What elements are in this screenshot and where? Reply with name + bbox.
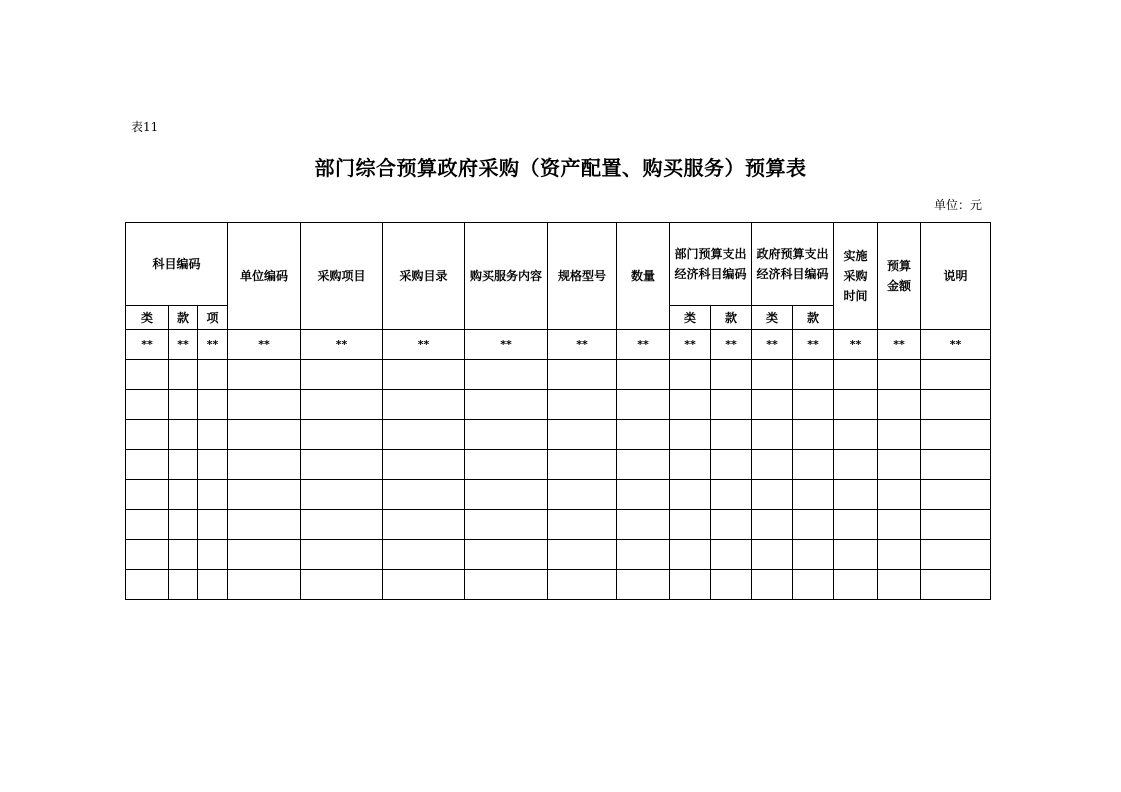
table-cell (670, 570, 711, 600)
table-cell (548, 420, 617, 450)
table-cell (617, 420, 670, 450)
table-cell (711, 510, 752, 540)
table-cell (921, 480, 991, 510)
table-cell (617, 360, 670, 390)
table-cell (548, 540, 617, 570)
table-cell (126, 480, 169, 510)
table-cell (169, 570, 198, 600)
table-cell (670, 510, 711, 540)
table-cell (670, 360, 711, 390)
table-cell (834, 360, 878, 390)
table-cell (198, 450, 228, 480)
table-cell (383, 510, 465, 540)
table-cell (169, 510, 198, 540)
table-cell (126, 570, 169, 600)
table-cell (465, 570, 548, 600)
table-cell (228, 450, 301, 480)
table-cell (752, 390, 793, 420)
table-cell (711, 390, 752, 420)
table-cell: ** (228, 330, 301, 360)
table-cell (711, 570, 752, 600)
table-cell (383, 420, 465, 450)
table-cell (752, 480, 793, 510)
table-cell (126, 420, 169, 450)
table-cell (301, 540, 383, 570)
table-cell (617, 540, 670, 570)
header-spec-model: 规格型号 (548, 223, 617, 330)
table-cell (198, 540, 228, 570)
table-cell: ** (548, 330, 617, 360)
table-cell (548, 480, 617, 510)
table-cell (301, 510, 383, 540)
table-cell (548, 360, 617, 390)
table-cell (921, 570, 991, 600)
table-cell (711, 450, 752, 480)
table-cell (228, 390, 301, 420)
table-cell (878, 360, 921, 390)
table-cell (670, 420, 711, 450)
table-cell (878, 510, 921, 540)
table-cell (198, 480, 228, 510)
table-cell (465, 360, 548, 390)
table-cell (878, 390, 921, 420)
unit-label: 单位：元 (933, 198, 982, 212)
header-gov-kuan: 款 (793, 306, 834, 330)
table-cell (169, 480, 198, 510)
table-cell (617, 480, 670, 510)
budget-table (125, 222, 991, 600)
placeholder-row (126, 330, 991, 360)
table-cell (834, 390, 878, 420)
table-cell: ** (198, 330, 228, 360)
table-cell (793, 450, 834, 480)
table-row (126, 450, 991, 480)
table-cell (834, 480, 878, 510)
table-cell (301, 360, 383, 390)
table-cell (752, 540, 793, 570)
table-cell (921, 390, 991, 420)
table-cell (383, 570, 465, 600)
header-sub-lei: 类 (126, 306, 169, 330)
table-cell (465, 420, 548, 450)
table-cell (383, 360, 465, 390)
table-cell (617, 570, 670, 600)
table-cell (617, 510, 670, 540)
table-cell (793, 390, 834, 420)
table-cell (617, 390, 670, 420)
table-cell (752, 420, 793, 450)
table-cell (301, 480, 383, 510)
table-cell: ** (670, 330, 711, 360)
table-cell: ** (752, 330, 793, 360)
table-cell (711, 420, 752, 450)
table-cell: ** (465, 330, 548, 360)
table-cell (126, 360, 169, 390)
table-cell (301, 390, 383, 420)
table-cell (834, 420, 878, 450)
header-sub-kuan: 款 (169, 306, 198, 330)
table-cell: ** (793, 330, 834, 360)
header-dept-lei: 类 (670, 306, 711, 330)
table-cell (834, 540, 878, 570)
table-row (126, 570, 991, 600)
table-cell (301, 450, 383, 480)
table-cell (711, 540, 752, 570)
table-cell: ** (383, 330, 465, 360)
table-cell (383, 450, 465, 480)
table-cell (126, 540, 169, 570)
table-cell (921, 420, 991, 450)
header-unit-code: 单位编码 (228, 223, 301, 330)
table-cell (465, 540, 548, 570)
table-cell (834, 450, 878, 480)
table-cell (126, 450, 169, 480)
table-cell (126, 510, 169, 540)
table-cell: ** (617, 330, 670, 360)
table-row (126, 510, 991, 540)
header-dept-kuan: 款 (711, 306, 752, 330)
table-cell (670, 480, 711, 510)
header-dept-econ-code: 部门预算支出 经济科目编码 (670, 223, 752, 306)
table-cell (548, 450, 617, 480)
table-cell: ** (301, 330, 383, 360)
table-cell (793, 540, 834, 570)
header-subject-code: 科目编码 (126, 223, 228, 306)
table-cell (465, 510, 548, 540)
table-row (126, 360, 991, 390)
table-cell (752, 450, 793, 480)
table-cell (198, 390, 228, 420)
table-cell (169, 540, 198, 570)
table-cell (921, 540, 991, 570)
table-cell (617, 450, 670, 480)
table-row (126, 420, 991, 450)
table-cell (126, 390, 169, 420)
table-cell: ** (921, 330, 991, 360)
table-cell (383, 540, 465, 570)
table-cell (301, 570, 383, 600)
table-cell (793, 480, 834, 510)
table-cell (169, 420, 198, 450)
table-cell (878, 450, 921, 480)
table-cell: ** (126, 330, 169, 360)
table-cell (834, 570, 878, 600)
table-cell (752, 570, 793, 600)
table-cell (793, 360, 834, 390)
table-cell (465, 450, 548, 480)
table-cell (198, 420, 228, 450)
table-number: 表11 (131, 120, 159, 134)
table-cell (878, 480, 921, 510)
table-cell (548, 570, 617, 600)
table-cell (878, 540, 921, 570)
table-cell (465, 480, 548, 510)
header-row-main (126, 223, 991, 306)
table-cell (793, 420, 834, 450)
document-title: 部门综合预算政府采购（资产配置、购买服务）预算表 (314, 156, 807, 180)
table-cell (548, 510, 617, 540)
table-cell (752, 360, 793, 390)
table-cell (752, 510, 793, 540)
table-cell: ** (711, 330, 752, 360)
table-cell (383, 390, 465, 420)
header-remark: 说明 (921, 223, 991, 330)
table-cell (711, 360, 752, 390)
table-cell (465, 390, 548, 420)
table-cell (878, 420, 921, 450)
table-cell (548, 390, 617, 420)
table-cell (228, 360, 301, 390)
table-cell (198, 510, 228, 540)
table-cell (711, 480, 752, 510)
table-cell (228, 570, 301, 600)
table-cell (169, 450, 198, 480)
table-cell (834, 510, 878, 540)
header-sub-xiang: 项 (198, 306, 228, 330)
table-cell: ** (878, 330, 921, 360)
table-cell (301, 420, 383, 450)
header-gov-lei: 类 (752, 306, 793, 330)
table-cell (921, 450, 991, 480)
table-cell (793, 510, 834, 540)
table-cell (878, 570, 921, 600)
header-budget-amount: 预算金额 (878, 223, 921, 330)
table-cell (793, 570, 834, 600)
header-quantity: 数量 (617, 223, 670, 330)
header-impl-time: 实施采购时间 (834, 223, 878, 330)
header-gov-econ-code: 政府预算支出 经济科目编码 (752, 223, 834, 306)
table-row (126, 480, 991, 510)
table-cell (198, 570, 228, 600)
table-cell (921, 360, 991, 390)
header-service-content: 购买服务内容 (465, 223, 548, 330)
table-row (126, 540, 991, 570)
table-cell (670, 390, 711, 420)
table-row (126, 390, 991, 420)
header-purchase-catalog: 采购目录 (383, 223, 465, 330)
table-cell (670, 540, 711, 570)
table-cell: ** (169, 330, 198, 360)
table-cell (921, 510, 991, 540)
table-cell: ** (834, 330, 878, 360)
table-cell (670, 450, 711, 480)
table-cell (169, 390, 198, 420)
table-cell (228, 510, 301, 540)
table-cell (228, 540, 301, 570)
table-cell (383, 480, 465, 510)
header-purchase-item: 采购项目 (301, 223, 383, 330)
table-cell (228, 420, 301, 450)
table-cell (198, 360, 228, 390)
table-cell (169, 360, 198, 390)
table-cell (228, 480, 301, 510)
